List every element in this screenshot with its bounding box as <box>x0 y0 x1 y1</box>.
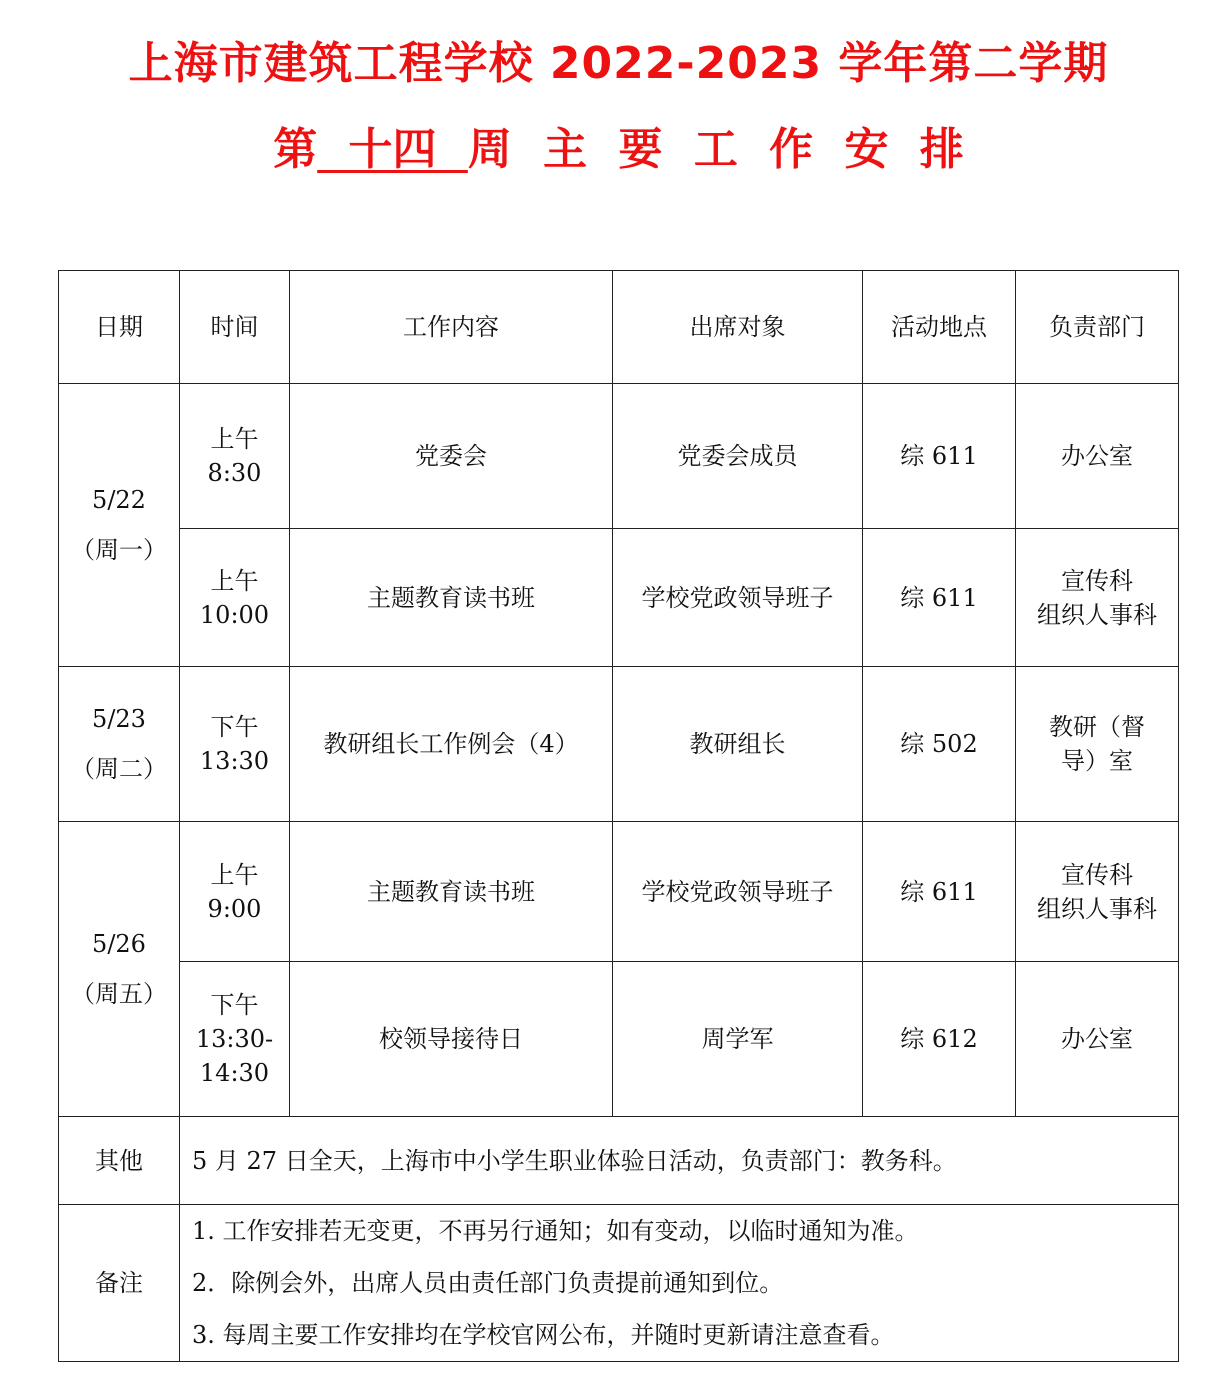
time: 9:00 <box>207 894 262 923</box>
notes-row <box>59 1205 1179 1362</box>
period: 上午 <box>210 425 259 453</box>
weekday: （周五） <box>71 980 167 1008</box>
other-row <box>59 1117 1179 1205</box>
department: 教研（督 <box>1049 713 1145 741</box>
header-date: 日期 <box>59 271 180 384</box>
table-row <box>59 384 1179 529</box>
table-row <box>59 529 1179 667</box>
attendees-cell: 学校党政领导班子 <box>613 529 863 667</box>
week-number: 十四 <box>317 124 468 175</box>
department: 宣传科 <box>1061 860 1133 889</box>
department: 办公室 <box>1061 1025 1133 1053</box>
time: 8:30 <box>207 459 262 487</box>
attendees-cell: 周学军 <box>613 962 863 1117</box>
attendees-cell: 党委会成员 <box>613 384 863 529</box>
content-cell: 主题教育读书班 <box>290 822 613 962</box>
date: 5/26 <box>92 930 146 958</box>
time-cell <box>180 822 290 962</box>
location-cell: 综 611 <box>863 529 1016 667</box>
header-row <box>59 271 1179 384</box>
department: 组织人事科 <box>1037 600 1157 629</box>
note-item: 3. 每周主要工作安排均在学校官网公布，并随时更新请注意查看。 <box>192 1321 895 1349</box>
weekday: （周一） <box>71 536 167 564</box>
time: 13:30 <box>199 747 270 775</box>
department-cell <box>1016 667 1179 822</box>
department: 组织人事科 <box>1037 894 1157 923</box>
header-location: 活动地点 <box>863 271 1016 384</box>
period: 上午 <box>210 566 259 595</box>
time-cell <box>180 529 290 667</box>
department-cell <box>1016 529 1179 667</box>
department-cell <box>1016 962 1179 1117</box>
period: 下午 <box>210 991 259 1019</box>
department: 办公室 <box>1061 442 1133 470</box>
table-row <box>59 962 1179 1117</box>
department-cell <box>1016 822 1179 962</box>
content-cell: 主题教育读书班 <box>290 529 613 667</box>
time-end: 14:30 <box>199 1059 270 1087</box>
other-text: 5 月 27 日全天，上海市中小学生职业体验日活动，负责部门：教务科。 <box>180 1117 1179 1205</box>
time: 10:00 <box>199 600 270 629</box>
title-line-1: 上海市建筑工程学校 2022-2023 学年第二学期 <box>128 38 1109 89</box>
department: 宣传科 <box>1061 566 1133 595</box>
location-cell: 综 502 <box>863 667 1016 822</box>
notes-label: 备注 <box>59 1205 180 1362</box>
location-cell: 综 611 <box>863 822 1016 962</box>
date-cell <box>59 384 180 667</box>
time: 13:30- <box>195 1025 274 1053</box>
content-cell: 党委会 <box>290 384 613 529</box>
other-label: 其他 <box>59 1117 180 1205</box>
time-cell <box>180 384 290 529</box>
header-content: 工作内容 <box>290 271 613 384</box>
notes-cell <box>180 1205 1179 1362</box>
date-cell <box>59 822 180 1117</box>
attendees-cell: 教研组长 <box>613 667 863 822</box>
schedule-table <box>58 270 1179 1362</box>
period: 下午 <box>210 713 259 741</box>
title-suffix: 周 主 要 工 作 安 排 <box>467 124 964 175</box>
table-row <box>59 667 1179 822</box>
time-cell <box>180 962 290 1117</box>
title-line-2 <box>0 120 1207 180</box>
date: 5/22 <box>92 486 146 514</box>
content-cell: 教研组长工作例会（4） <box>290 667 613 822</box>
period: 上午 <box>210 860 259 889</box>
note-item: 1. 工作安排若无变更，不再另行通知；如有变动，以临时通知为准。 <box>192 1217 919 1245</box>
department: 导）室 <box>1061 747 1133 775</box>
department-cell <box>1016 384 1179 529</box>
location-cell: 综 612 <box>863 962 1016 1117</box>
header-time: 时间 <box>180 271 290 384</box>
header-department: 负责部门 <box>1016 271 1179 384</box>
note-item: 2．除例会外，出席人员由责任部门负责提前通知到位。 <box>192 1269 784 1297</box>
weekday: （周二） <box>71 755 167 783</box>
content-cell: 校领导接待日 <box>290 962 613 1117</box>
location-cell: 综 611 <box>863 384 1016 529</box>
date-cell <box>59 667 180 822</box>
attendees-cell: 学校党政领导班子 <box>613 822 863 962</box>
header-attendees: 出席对象 <box>613 271 863 384</box>
time-cell <box>180 667 290 822</box>
date: 5/23 <box>92 705 146 733</box>
table-row <box>59 822 1179 962</box>
title-prefix: 第 <box>273 124 318 175</box>
